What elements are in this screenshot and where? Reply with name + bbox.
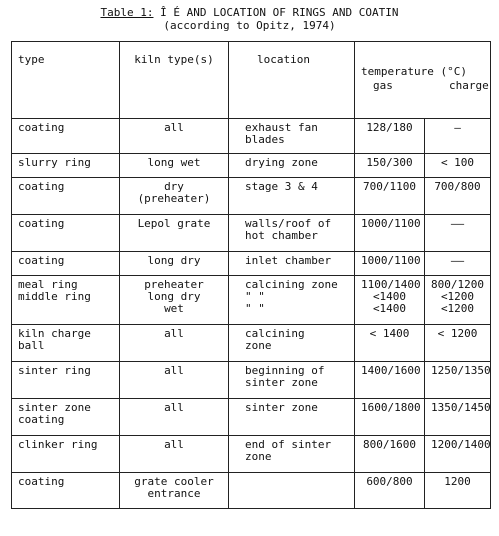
cell-location: calcining zone — [229, 325, 355, 362]
cell-location: calcining zone " " " " — [229, 276, 355, 325]
table-row — [12, 252, 491, 276]
cell-type: sinter zone coating — [12, 399, 120, 436]
rings-coatings-table — [11, 41, 491, 509]
cell-location: exhaust fan blades — [229, 119, 355, 154]
cell-kiln-type: all — [120, 436, 229, 473]
cell-type: coating — [12, 119, 120, 154]
cell-charge: < 1200 — [425, 325, 491, 362]
cell-kiln-type: grate cooler entrance — [120, 473, 229, 509]
cell-kiln-type: all — [120, 325, 229, 362]
cell-gas: 700/1100 — [355, 178, 425, 215]
table-label: Table 1: — [100, 6, 154, 19]
cell-type: clinker ring — [12, 436, 120, 473]
cell-charge: < 100 — [425, 154, 491, 178]
cell-location: stage 3 & 4 — [229, 178, 355, 215]
header-kiln-type: kiln type(s) — [120, 42, 229, 119]
cell-gas: 1400/1600 — [355, 362, 425, 399]
table-title — [0, 6, 499, 19]
cell-gas: 1600/1800 — [355, 399, 425, 436]
cell-charge: 1200 — [425, 473, 491, 509]
cell-type: kiln charge ball — [12, 325, 120, 362]
cell-kiln-type: long wet — [120, 154, 229, 178]
cell-gas: 1000/1100 — [355, 215, 425, 252]
cell-charge: –– — [425, 215, 491, 252]
cell-kiln-type: dry (preheater) — [120, 178, 229, 215]
cell-type: sinter ring — [12, 362, 120, 399]
cell-location: drying zone — [229, 154, 355, 178]
cell-kiln-type: all — [120, 119, 229, 154]
cell-gas: < 1400 — [355, 325, 425, 362]
cell-location: sinter zone — [229, 399, 355, 436]
header-charge: charge — [449, 79, 489, 92]
table-row — [12, 399, 491, 436]
cell-charge: –– — [425, 252, 491, 276]
cell-location: end of sinter zone — [229, 436, 355, 473]
cell-charge: 700/800 — [425, 178, 491, 215]
table-title-text: Î É AND LOCATION OF RINGS AND COATIN — [160, 6, 399, 19]
table-row — [12, 473, 491, 509]
cell-location: beginning of sinter zone — [229, 362, 355, 399]
table-row — [12, 436, 491, 473]
cell-charge: – — [425, 119, 491, 154]
table-subtitle: (according to Opitz, 1974) — [163, 19, 336, 32]
cell-gas: 150/300 — [355, 154, 425, 178]
cell-gas: 128/180 — [355, 119, 425, 154]
header-temperature: temperature (°C) — [361, 65, 467, 78]
table-row — [12, 154, 491, 178]
header-gas: gas — [373, 79, 393, 92]
cell-charge: 1350/1450 — [425, 399, 491, 436]
cell-kiln-type: all — [120, 399, 229, 436]
cell-location — [229, 473, 355, 509]
cell-gas: 600/800 — [355, 473, 425, 509]
cell-location: walls/roof of hot chamber — [229, 215, 355, 252]
cell-type: coating — [12, 473, 120, 509]
cell-kiln-type: long dry — [120, 252, 229, 276]
cell-gas: 800/1600 — [355, 436, 425, 473]
cell-kiln-type: all — [120, 362, 229, 399]
table-row — [12, 362, 491, 399]
cell-charge: 800/1200 <1200 <1200 — [425, 276, 491, 325]
cell-type: coating — [12, 178, 120, 215]
table-row — [12, 119, 491, 154]
header-type: type — [12, 42, 120, 119]
cell-gas: 1000/1100 — [355, 252, 425, 276]
cell-kiln-type: preheater long dry wet — [120, 276, 229, 325]
cell-charge: 1200/1400 — [425, 436, 491, 473]
cell-type: slurry ring — [12, 154, 120, 178]
table-row — [12, 178, 491, 215]
cell-charge: 1250/1350 — [425, 362, 491, 399]
cell-type: coating — [12, 252, 120, 276]
cell-type: meal ring middle ring — [12, 276, 120, 325]
header-temperature-cell — [355, 42, 491, 119]
table-row — [12, 215, 491, 252]
cell-gas: 1100/1400 <1400 <1400 — [355, 276, 425, 325]
header-location: location — [229, 42, 355, 119]
cell-location: inlet chamber — [229, 252, 355, 276]
header-row — [12, 42, 491, 119]
cell-kiln-type: Lepol grate — [120, 215, 229, 252]
cell-type: coating — [12, 215, 120, 252]
table-row — [12, 276, 491, 325]
table-row — [12, 325, 491, 362]
